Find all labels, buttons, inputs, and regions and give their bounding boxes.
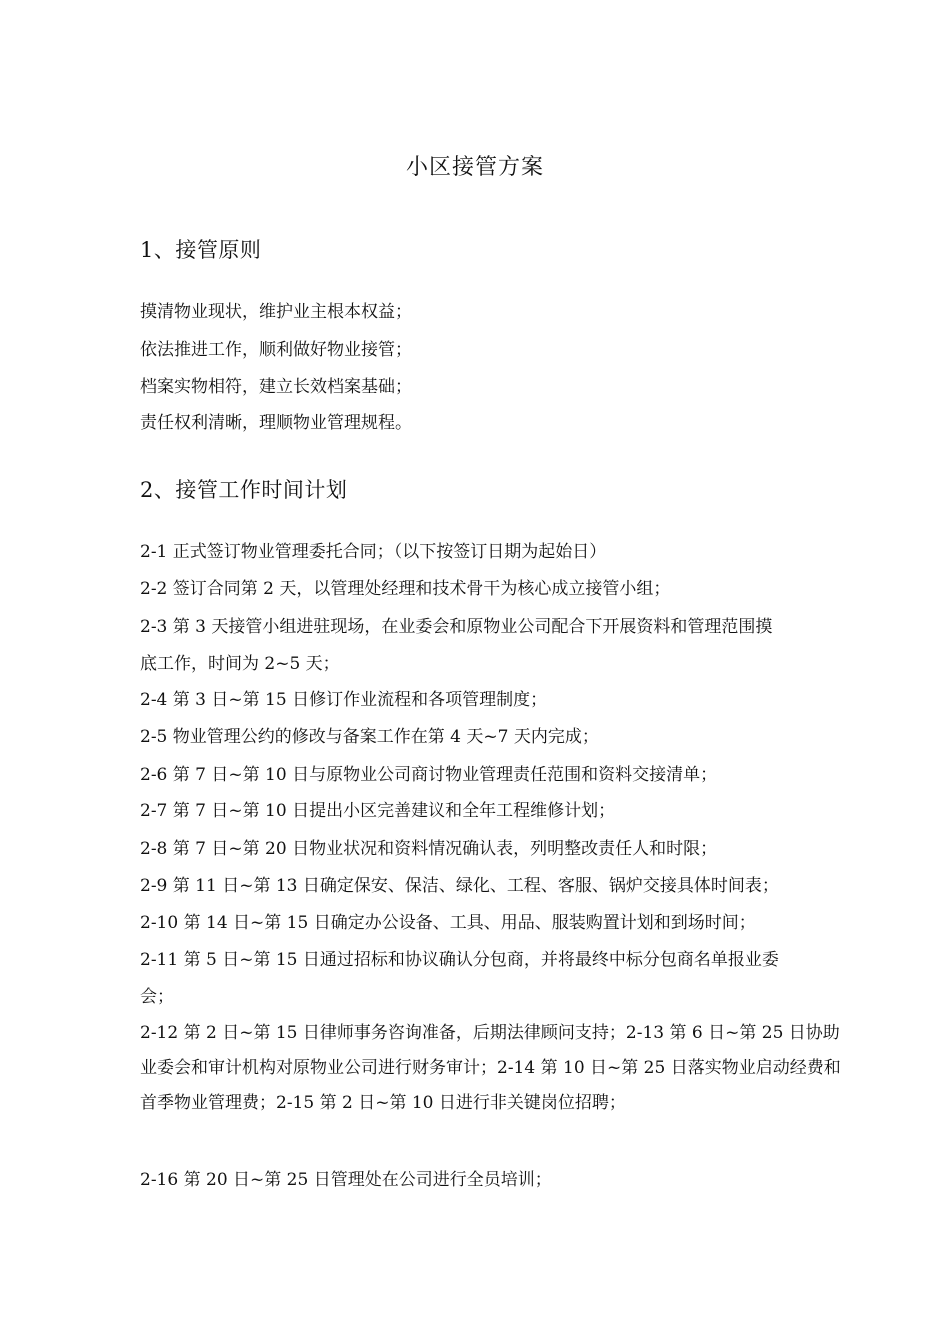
principle-line: 责任权利清晰，理顺物业管理规程。 <box>140 413 412 433</box>
schedule-line: 会； <box>140 987 174 1007</box>
schedule-line: 2-2 签订合同第 2 天，以管理处经理和技术骨干为核心成立接管小组； <box>140 579 671 599</box>
schedule-line: 底工作，时间为 2~5 天； <box>140 654 340 674</box>
schedule-line: 2-3 第 3 天接管小组进驻现场，在业委会和原物业公司配合下开展资料和管理范围摸 <box>140 617 773 637</box>
principle-line: 档案实物相符，建立长效档案基础； <box>140 377 412 397</box>
schedule-line: 2-7 第 7 日~第 10 日提出小区完善建议和全年工程维修计划； <box>140 801 616 821</box>
schedule-line: 2-4 第 3 日~第 15 日修订作业流程和各项管理制度； <box>140 690 548 710</box>
schedule-line: 2-11 第 5 日~第 15 日通过招标和协议确认分包商，并将最终中标分包商名单报业委 <box>140 950 779 970</box>
schedule-line: 2-8 第 7 日~第 20 日物业状况和资料情况确认表，列明整改责任人和时限； <box>140 839 718 859</box>
document-title: 小区接管方案 <box>405 155 544 180</box>
schedule-line: 2-16 第 20 日~第 25 日管理处在公司进行全员培训； <box>140 1170 552 1190</box>
schedule-line: 2-1 正式签订物业管理委托合同；（以下按签订日期为起始日） <box>140 542 607 562</box>
schedule-line: 2-10 第 14 日~第 15 日确定办公设备、工具、用品、服装购置计划和到场时间； <box>140 913 756 933</box>
schedule-line: 2-5 物业管理公约的修改与备案工作在第 4 天~7 天内完成； <box>140 727 599 747</box>
principle-line: 依法推进工作，顺利做好物业接管； <box>140 340 412 360</box>
section-heading-schedule: 2、接管工作时间计划 <box>140 478 348 502</box>
schedule-line: 2-6 第 7 日~第 10 日与原物业公司商讨物业管理责任范围和资料交接清单； <box>140 765 718 785</box>
section-heading-principles: 1、接管原则 <box>140 238 262 262</box>
principle-line: 摸清物业现状，维护业主根本权益； <box>140 302 412 322</box>
schedule-line: 2-9 第 11 日~第 13 日确定保安、保洁、绿化、工程、客服、锅炉交接具体时间表； <box>140 876 779 896</box>
schedule-paragraph: 2-12 第 2 日~第 15 日律师事务咨询准备，后期法律顾问支持；2-13 第 6 日~第 25 日协助业委会和审计机构对原物业公司进行财务审计；2-14 第 10 日~第 25 日落实物业启动经费和首季物业管理费；2-15 第 2 日~第 10 日进行非关键岗位招聘； <box>140 1023 841 1113</box>
